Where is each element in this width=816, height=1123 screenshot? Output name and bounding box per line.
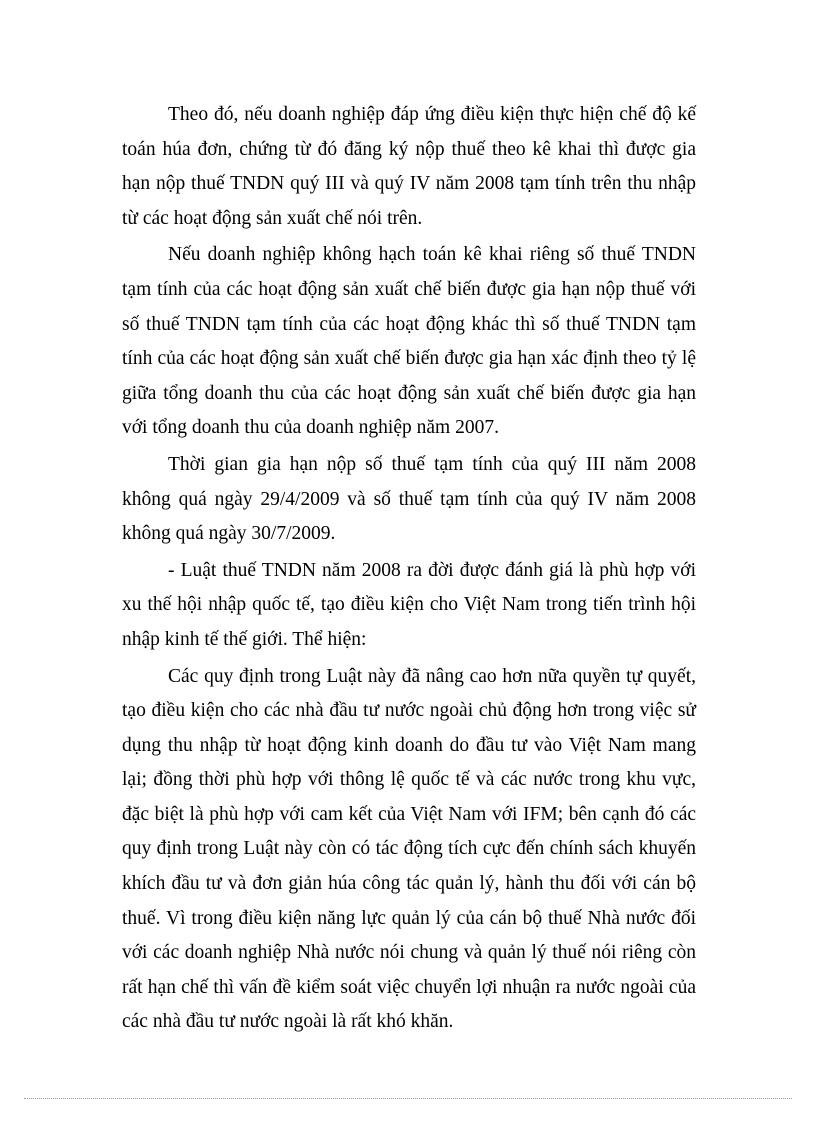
footer-divider [24,1098,792,1099]
document-body [122,98,696,1040]
paragraph-law-assessment: - Luật thuế TNDN năm 2008 ra đời được đánh giá là phù hợp với xu thế hội nhập quốc tế, tạo điều kiện cho Việt Nam trong tiến trình hội nhập kinh tế thế giới. Thể hiện: [122,559,696,650]
paragraph-registration-extension: Theo đó, nếu doanh nghiệp đáp ứng điều kiện thực hiện chế độ kế toán húa đơn, chứng từ đó đăng ký nộp thuế theo kê khai thì được gia hạn nộp thuế TNDN quý III và quý IV năm 2008 tạm tính trên thu nhập từ các hoạt động sản xuất chế nói trên. [122,104,696,229]
paragraph-law-provisions: Các quy định trong Luật này đã nâng cao hơn nữa quyền tự quyết, tạo điều kiện cho các nhà đầu tư nước ngoài chủ động hơn trong việc sử dụng thu nhập từ hoạt động kinh doanh do đầu tư vào Việt Nam mang lại; đồng thời phù hợp với thông lệ quốc tế và các nước trong khu vực, đặc biệt là phù hợp với cam kết của Việt Nam với IFM; bên cạnh đó các quy định trong Luật này còn có tác động tích cực đến chính sách khuyến khích đầu tư và đơn giản húa công tác quản lý, hành thu đối với cán bộ thuế. Vì trong điều kiện năng lực quản lý của cán bộ thuế Nhà nước đối với các doanh nghiệp Nhà nước nói chung và quản lý thuế nói riêng còn rất hạn chế thì vấn đề kiểm soát việc chuyển lợi nhuận ra nước ngoài của các nhà đầu tư nước ngoài là rất khó khăn. [122,665,696,1033]
paragraph-extension-deadline: Thời gian gia hạn nộp số thuế tạm tính của quý III năm 2008 không quá ngày 29/4/2009 và số thuế tạm tính của quý IV năm 2008 không quá ngày 30/7/2009. [122,453,696,545]
paragraph-separate-accounting: Nếu doanh nghiệp không hạch toán kê khai riêng số thuế TNDN tạm tính của các hoạt động sản xuất chế biến được gia hạn nộp thuế với số thuế TNDN tạm tính của các hoạt động khác thì số thuế TNDN tạm tính của các hoạt động sản xuất chế biến được gia hạn xác định theo tỷ lệ giữa tổng doanh thu của các hoạt động sản xuất chế biến được gia hạn với tổng doanh thu của doanh nghiệp năm 2007. [122,244,696,439]
